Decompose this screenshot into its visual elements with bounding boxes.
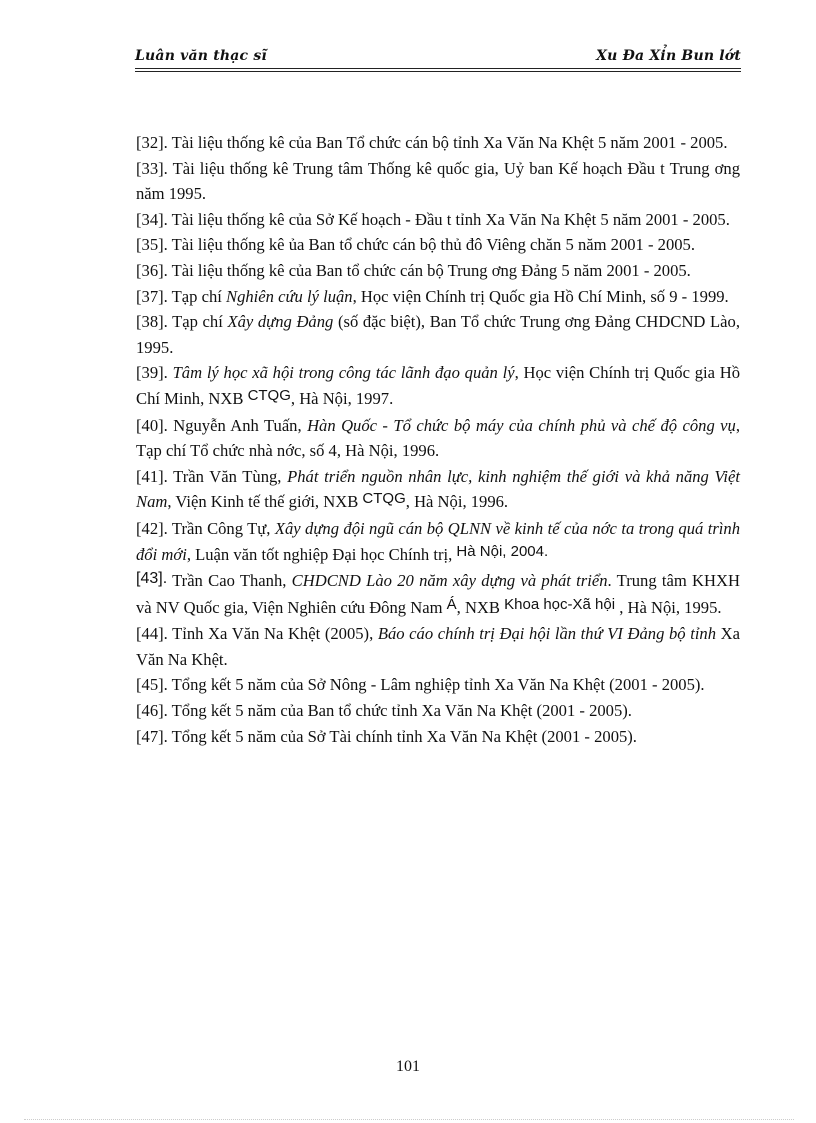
reference-number: [44]. — [136, 624, 168, 644]
header-rule-thin — [135, 71, 741, 72]
reference-text: , Luận văn tốt nghiệp Đại học Chính trị, — [186, 544, 457, 564]
reference-title: Báo cáo chính trị Đại hội lần thứ VI Đảng bộ tỉnh — [377, 624, 717, 644]
reference-text: Tổng kết 5 năm của Sở Nông - Lâm nghiệp tỉnh Xa Văn Na Khệt (2001 - 2005). — [167, 675, 705, 695]
reference-text: , Hà Nội, 1997. — [290, 388, 394, 408]
reference-item — [136, 360, 740, 412]
reference-item — [136, 258, 740, 284]
page-header — [135, 46, 741, 68]
reference-text: Tổng kết 5 năm của Ban tổ chức tỉnh Xa Văn Na Khệt (2001 - 2005). — [167, 701, 632, 721]
reference-item — [136, 724, 740, 750]
reference-number: [46]. — [136, 701, 168, 721]
reference-number: [40]. — [136, 415, 168, 435]
reference-text: Tài liệu thống kê ủa Ban tổ chức cán bộ thủ đô Viêng chăn 5 năm 2001 - 2005. — [167, 235, 696, 255]
reference-number: [32]. — [136, 133, 168, 152]
reference-number: [35]. — [136, 235, 168, 255]
page-number: 101 — [396, 1058, 420, 1075]
bottom-dotted-line — [24, 1119, 794, 1120]
reference-item — [136, 698, 740, 724]
reference-text: CTQG — [362, 490, 406, 508]
reference-text: Trần Cao Thanh, — [167, 571, 292, 591]
reference-text: Tài liệu thống kê Trung tâm Thống kê quốc gia, Uỷ ban Kế hoạch Đầu t Trung ơng năm 1995. — [136, 158, 740, 204]
reference-text: Xa Văn Na Khệt. — [136, 624, 740, 669]
reference-number: [36]. — [136, 260, 168, 280]
reference-text: Tạp chí — [167, 286, 227, 306]
reference-item — [136, 516, 740, 568]
reference-item — [136, 207, 740, 233]
reference-item — [136, 130, 740, 156]
reference-text: . Trung tâm KHXH và NV Quốc gia, Viện Nghiên cứu Đông Nam — [136, 571, 740, 617]
reference-text: , Viện Kinh tế thế giới, NXB — [167, 492, 363, 512]
reference-text: Tài liệu thống kê của Ban Tổ chức cán bộ tỉnh Xa Văn Na Khệt 5 năm 2001 - 2005. — [167, 133, 728, 152]
reference-text: Tài liệu thống kê của Ban tổ chức cán bộ Trung ơng Đảng 5 năm 2001 - 2005. — [167, 260, 691, 280]
reference-number: [38]. — [136, 312, 168, 332]
reference-title: Xây dựng đội ngũ cán bộ QLNN về kinh tế của nớc ta trong quá trình đổi mới — [136, 518, 740, 564]
reference-text: (số đặc biệt), Ban Tổ chức Trung ơng Đảng CHDCND Lào, 1995. — [136, 312, 740, 357]
reference-text: , Tạp chí Tổ chức nhà nớc, số 4, Hà Nội, 1996. — [136, 415, 740, 461]
reference-text: Á — [446, 595, 457, 613]
reference-text: Trần Văn Tùng, — [167, 466, 288, 486]
reference-number: [43]. — [136, 570, 168, 588]
reference-item — [136, 464, 740, 516]
reference-text: Tổng kết 5 năm của Sở Tài chính tỉnh Xa Văn Na Khệt (2001 - 2005). — [167, 726, 637, 746]
reference-number: [42]. — [136, 518, 168, 538]
reference-text: , NXB — [456, 597, 505, 617]
reference-text: , Hà Nội, 1995. — [615, 597, 722, 617]
reference-item — [136, 413, 740, 464]
reference-item — [136, 568, 740, 621]
reference-number: [37]. — [136, 286, 168, 306]
reference-number: [33]. — [136, 158, 168, 178]
reference-number: [41]. — [136, 466, 168, 486]
reference-title: CHDCND Lào 20 năm xây dựng và phát triển — [291, 571, 608, 591]
reference-text: Hà Nội, 2004. — [456, 542, 549, 560]
header-rule-thick — [135, 68, 741, 69]
header-thesis-label: Luân văn thạc sĩ — [135, 48, 267, 64]
reference-text: , Học viện Chính trị Quốc gia Hồ Chí Minh, số 9 - 1999. — [352, 286, 729, 306]
reference-title: Nghiên cứu lý luận — [226, 286, 353, 306]
reference-item — [136, 156, 740, 207]
reference-title: Phát triển nguồn nhân lực, kinh nghiệm thế giới và khả năng Việt Nam — [136, 466, 740, 512]
reference-text: Tỉnh Xa Văn Na Khệt (2005), — [167, 624, 378, 644]
reference-item — [136, 621, 740, 672]
reference-number: [34]. — [136, 209, 168, 229]
reference-text: , Học viện Chính trị Quốc gia Hồ Chí Minh, NXB — [136, 363, 740, 408]
reference-title: Hàn Quốc - Tổ chức bộ máy của chính phủ và chế độ công vụ — [307, 415, 736, 435]
reference-text: Tài liệu thống kê của Sở Kế hoạch - Đầu t tỉnh Xa Văn Na Khệt 5 năm 2001 - 2005. — [167, 209, 730, 229]
reference-number: [47]. — [136, 726, 168, 746]
reference-number: [39]. — [136, 363, 168, 383]
reference-item — [136, 672, 740, 698]
header-author-name: Xu Đa Xỉn Bun lớt — [596, 48, 741, 64]
reference-item — [136, 284, 740, 310]
reference-item — [136, 309, 740, 360]
reference-list — [136, 130, 740, 749]
reference-title: Tâm lý học xã hội trong công tác lãnh đạo quản lý — [172, 363, 515, 383]
reference-number: [45]. — [136, 675, 168, 695]
reference-title: Xây dựng Đảng — [227, 312, 334, 332]
reference-text: , Hà Nội, 1996. — [405, 492, 509, 512]
reference-text: CTQG — [247, 386, 291, 404]
reference-text: Nguyễn Anh Tuấn, — [167, 415, 308, 435]
reference-text: Tạp chí — [167, 312, 228, 332]
reference-text: Khoa học-Xã hội — [504, 595, 616, 613]
reference-item — [136, 232, 740, 258]
reference-text: Trần Công Tự, — [167, 518, 275, 538]
